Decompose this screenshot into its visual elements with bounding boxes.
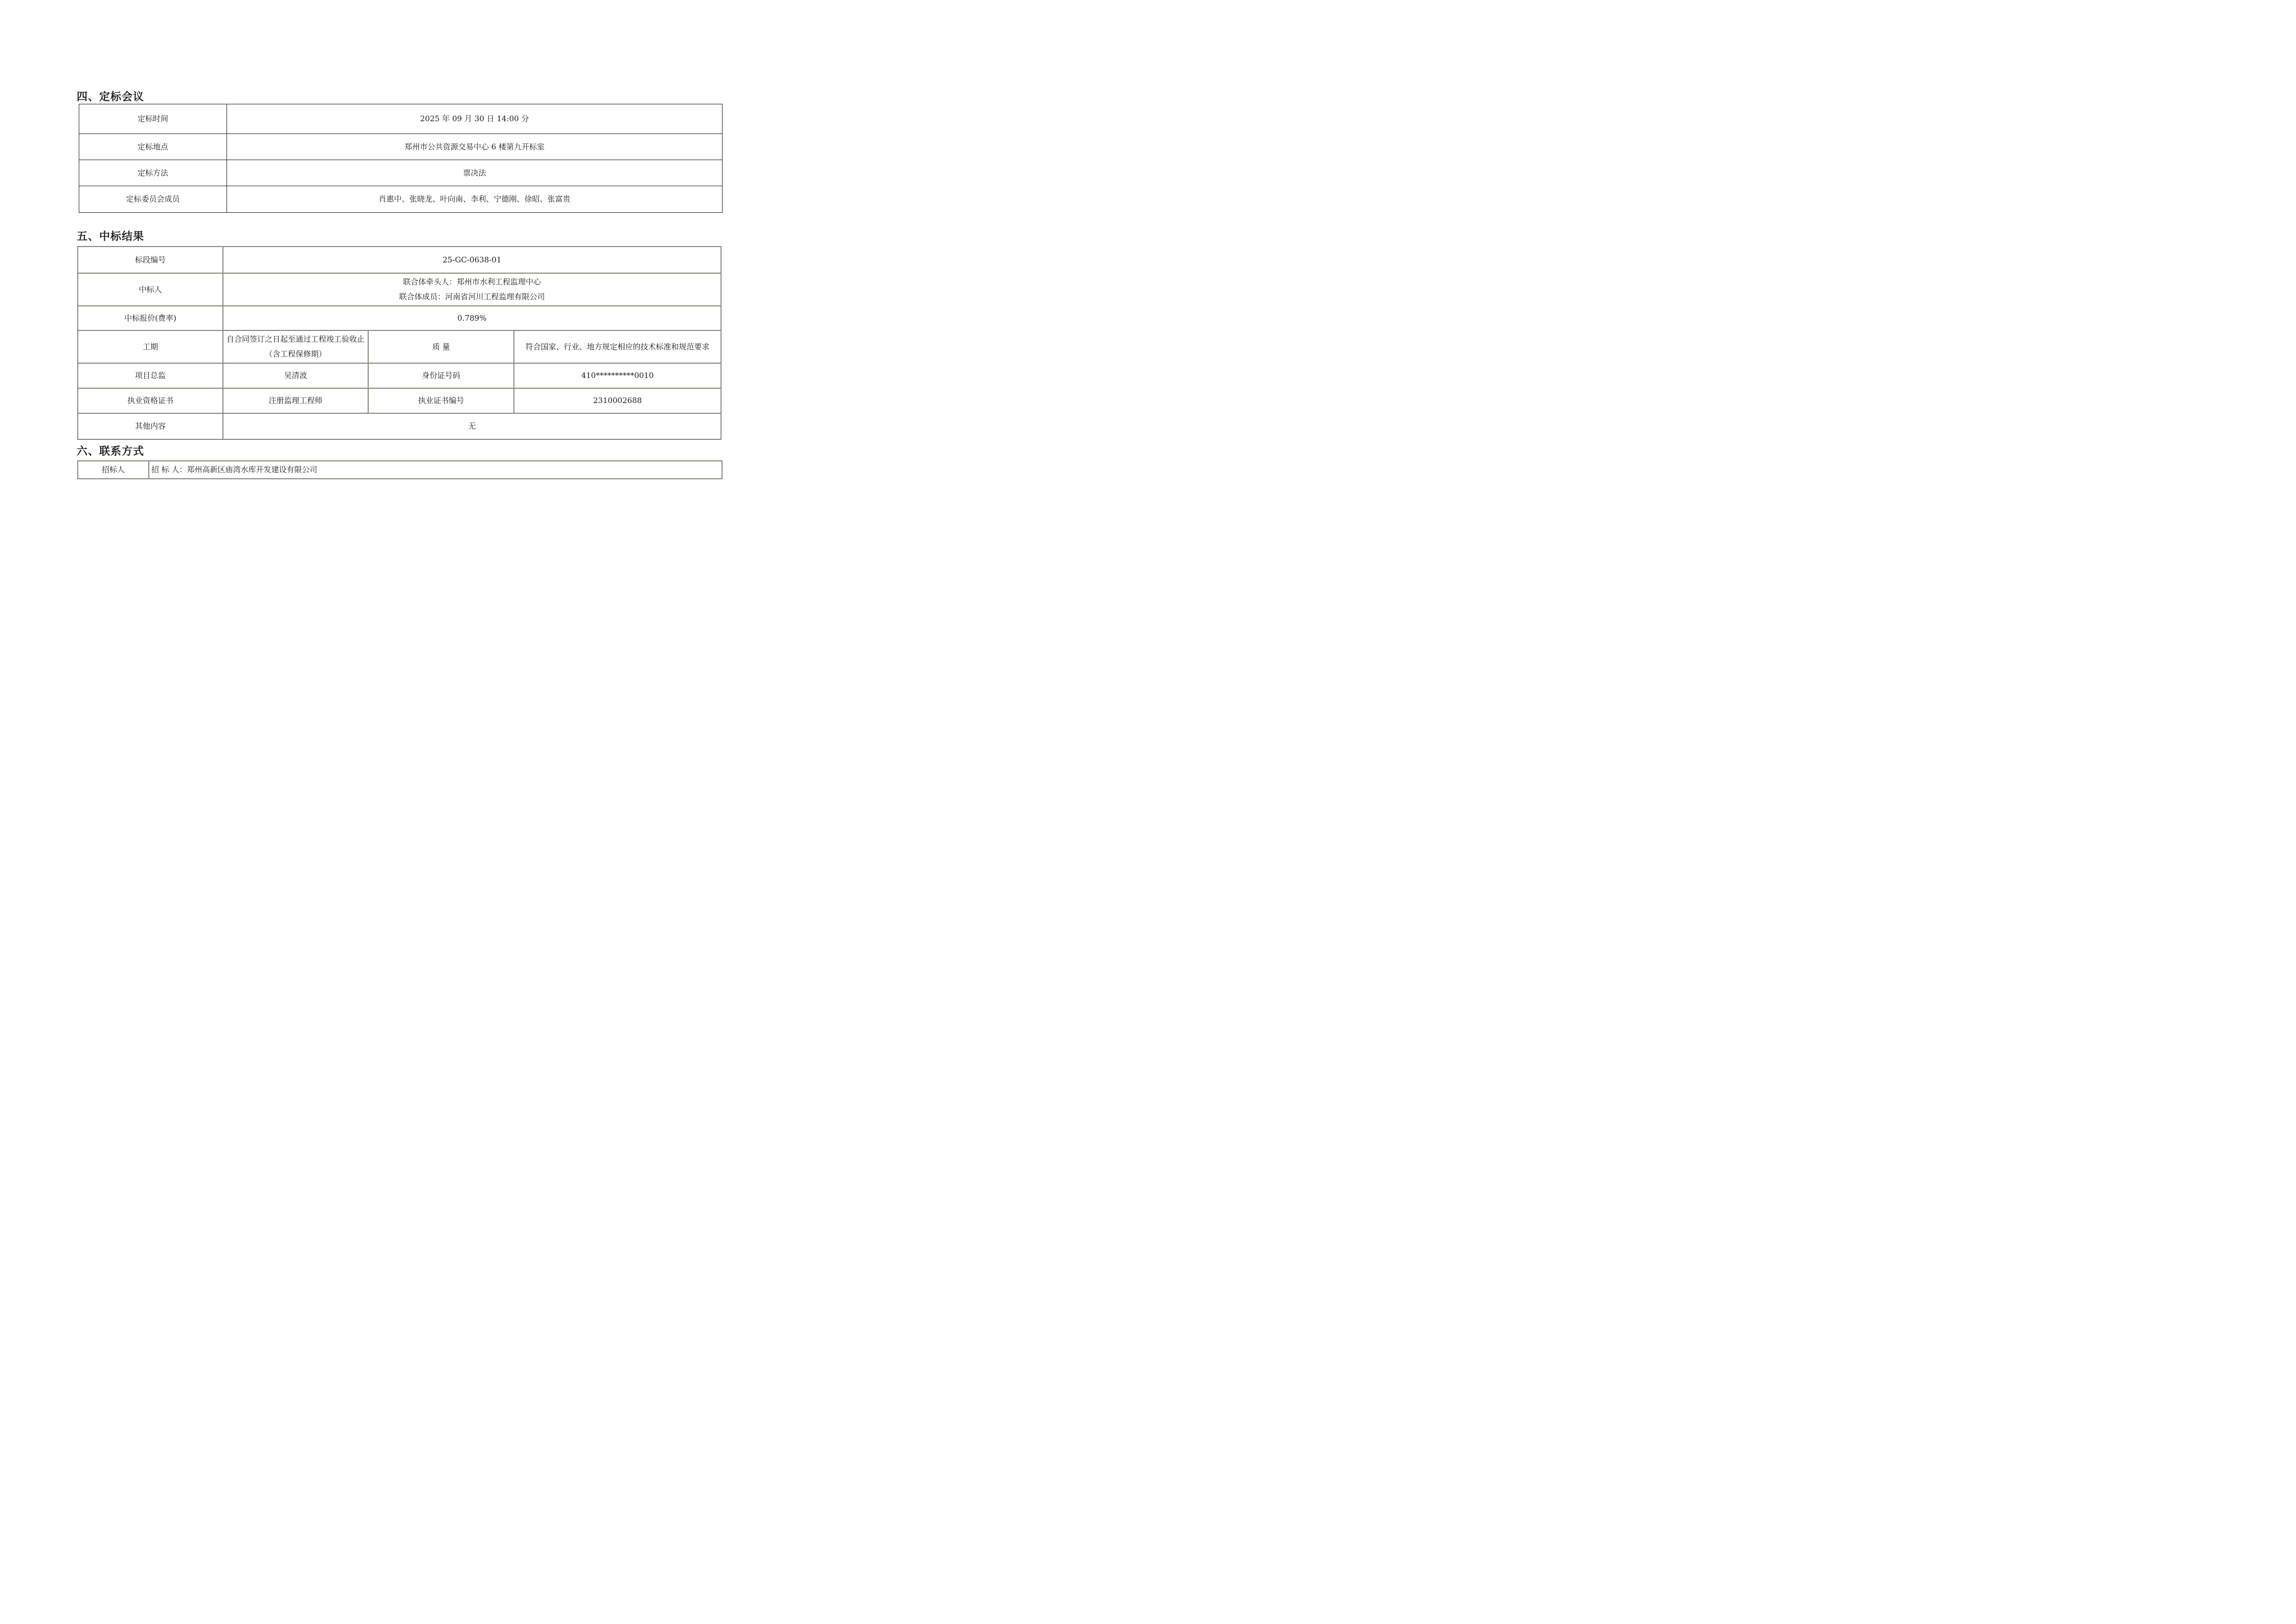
table-row [79,160,723,186]
meeting-method-value: 票决法 [227,160,723,186]
price-label: 中标报价(费率) [78,306,223,330]
winner-member: 联合体成员：河南省河川工程监理有限公司 [399,292,545,301]
quality-value: 符合国家、行业、地方规定相应的技术标准和规范要求 [514,330,721,363]
other-label: 其他内容 [78,413,223,439]
table-row [78,330,721,363]
section-title-result: 五、中标结果 [77,230,144,242]
table-row [78,363,721,388]
table-row [78,413,721,439]
meeting-place-value: 郑州市公共资源交易中心 6 楼第九开标室 [227,134,723,160]
meeting-committee-label: 定标委员会成员 [79,186,227,213]
contact-table [77,460,723,479]
id-value: 410**********0010 [514,363,721,388]
winner-value [223,273,721,306]
meeting-time-value: 2025 年 09 月 30 日 14:00 分 [227,104,723,134]
table-row [78,273,721,306]
director-label: 项目总监 [78,363,223,388]
result-table [77,246,722,440]
director-value: 吴清波 [223,363,368,388]
other-value: 无 [223,413,721,439]
table-row [79,134,723,160]
meeting-time-label: 定标时间 [79,104,227,134]
id-label: 身份证号码 [368,363,514,388]
table-row [79,104,723,134]
meeting-place-label: 定标地点 [79,134,227,160]
table-row [79,186,723,213]
section-title-contact: 六、联系方式 [77,445,144,457]
table-row [78,461,722,479]
period-label: 工期 [78,330,223,363]
tenderer-value: 招 标 人：郑州高新区庙湾水库开发建设有限公司 [149,461,722,479]
table-row [78,306,721,330]
cert-no-value: 2310002688 [514,388,721,413]
period-value: 自合同签订之日起至通过工程竣工验收止（含工程保修期） [223,330,368,363]
meeting-method-label: 定标方法 [79,160,227,186]
winner-lead: 联合体牵头人：郑州市水利工程监理中心 [402,277,541,286]
meeting-committee-value: 肖惠中、张晓龙、叶向南、李利、宁德刚、徐昭、张富贵 [227,186,723,213]
meeting-table [79,104,723,213]
cert-value: 注册监理工程师 [223,388,368,413]
table-row [78,388,721,413]
tenderer-label: 招标人 [78,461,149,479]
section-no-value: 25-GC-0638-01 [223,247,721,273]
cert-label: 执业资格证书 [78,388,223,413]
price-value: 0.789% [223,306,721,330]
section-no-label: 标段编号 [78,247,223,273]
section-title-meeting: 四、定标会议 [77,91,144,103]
winner-label: 中标人 [78,273,223,306]
cert-no-label: 执业证书编号 [368,388,514,413]
quality-label: 质 量 [368,330,514,363]
table-row [78,247,721,273]
